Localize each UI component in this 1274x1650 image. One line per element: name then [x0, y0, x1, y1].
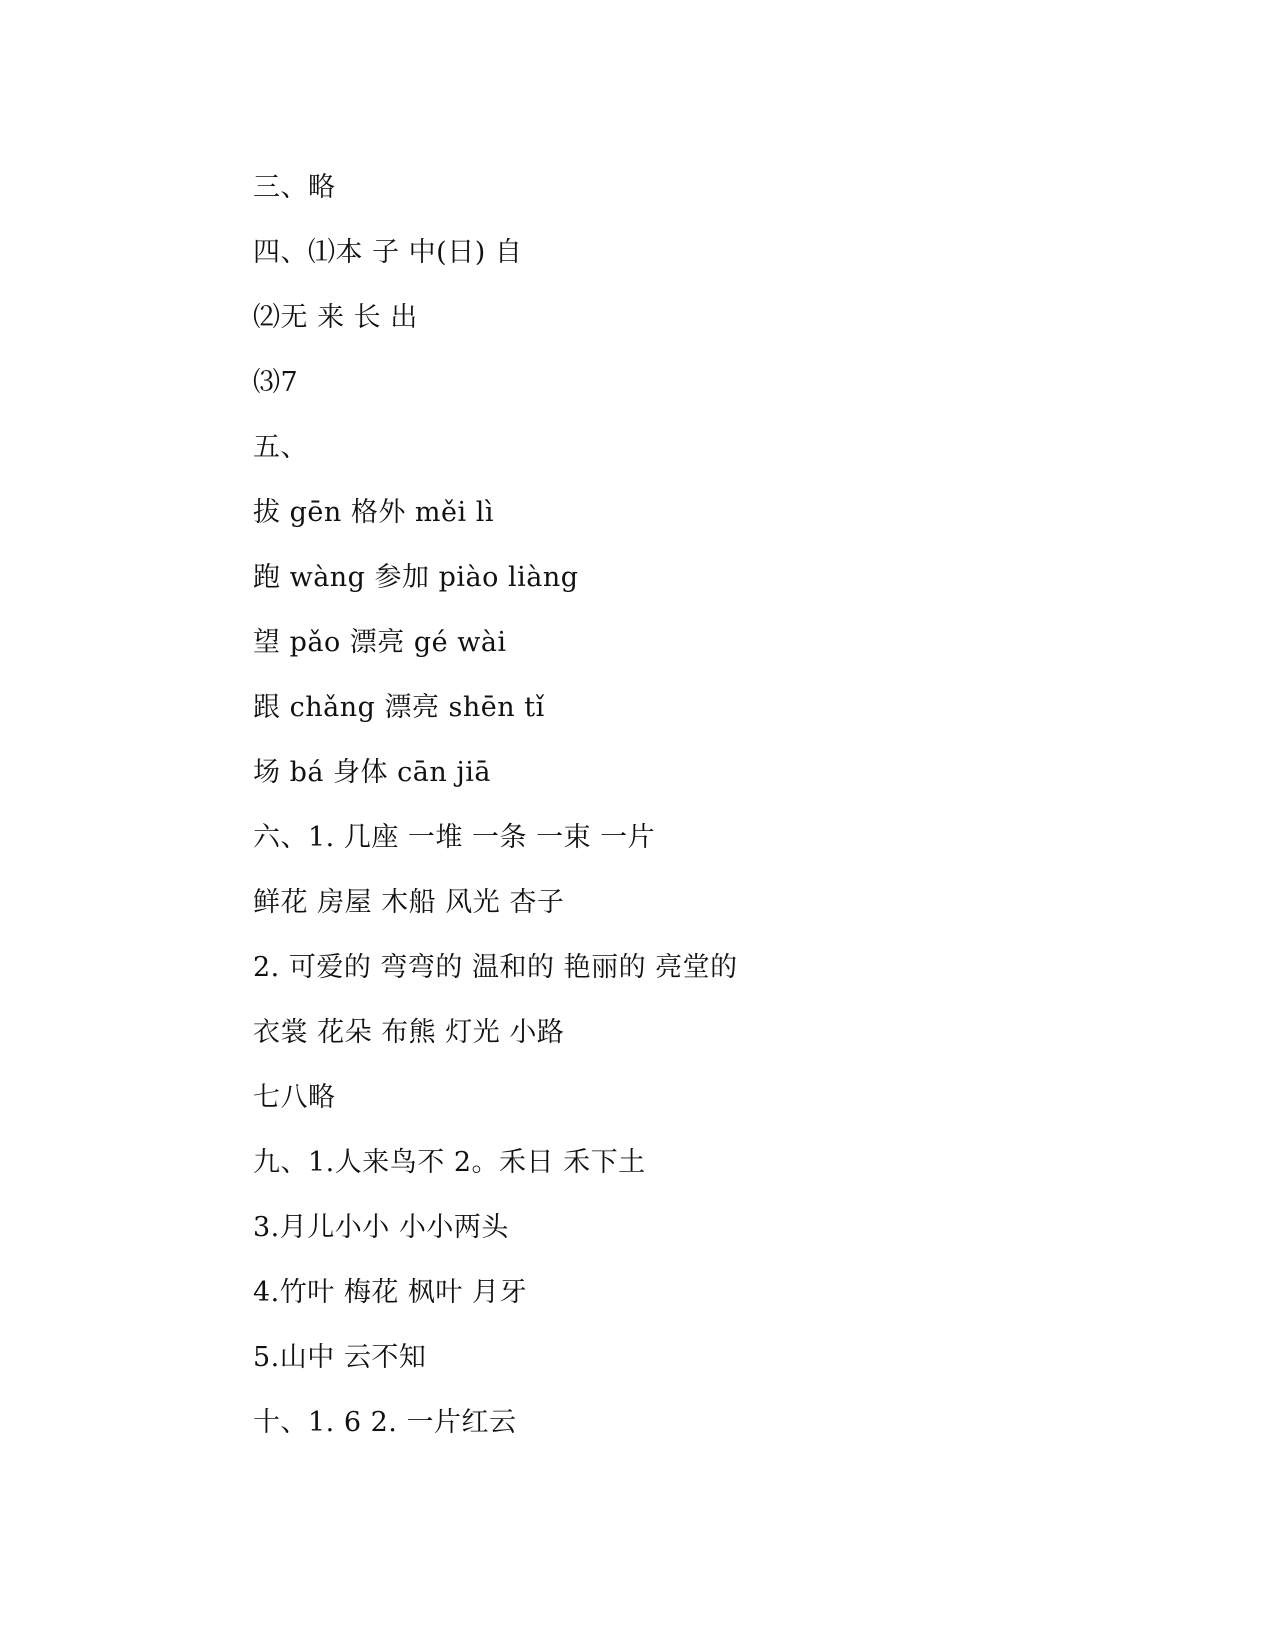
- text-line: 跟 chǎng 漂亮 shēn tǐ: [253, 692, 545, 723]
- text-line: 鲜花 房屋 木船 风光 杏子: [253, 887, 565, 918]
- text-line: 拔 gēn 格外 měi lì: [253, 497, 494, 528]
- text-line: 4.竹叶 梅花 枫叶 月牙: [253, 1277, 528, 1308]
- text-line: 十、1. 6 2. 一片红云: [253, 1407, 517, 1438]
- text-line: 跑 wàng 参加 piào liàng: [253, 562, 579, 593]
- text-line: 七八略: [253, 1082, 336, 1113]
- answer-key-text: [253, 155, 1153, 1455]
- text-line: 2. 可爱的 弯弯的 温和的 艳丽的 亮堂的: [253, 952, 738, 983]
- text-line: 五、: [253, 432, 308, 463]
- text-line: 望 pǎo 漂亮 gé wài: [253, 627, 507, 658]
- text-line: 四、⑴本 子 中(日) 自: [253, 237, 523, 268]
- text-line: 场 bá 身体 cān jiā: [253, 757, 491, 788]
- text-line: 九、1.人来鸟不 2。禾日 禾下土: [253, 1147, 646, 1178]
- text-line: 5.山中 云不知: [253, 1342, 427, 1373]
- text-line: 3.月儿小小 小小两头: [253, 1212, 509, 1243]
- text-line: ⑵无 来 长 出: [253, 302, 418, 333]
- text-line: 衣裳 花朵 布熊 灯光 小路: [253, 1017, 565, 1048]
- text-line: ⑶7: [253, 367, 299, 398]
- text-line: 三、略: [253, 172, 336, 203]
- text-line: 六、1. 几座 一堆 一条 一束 一片: [253, 822, 656, 853]
